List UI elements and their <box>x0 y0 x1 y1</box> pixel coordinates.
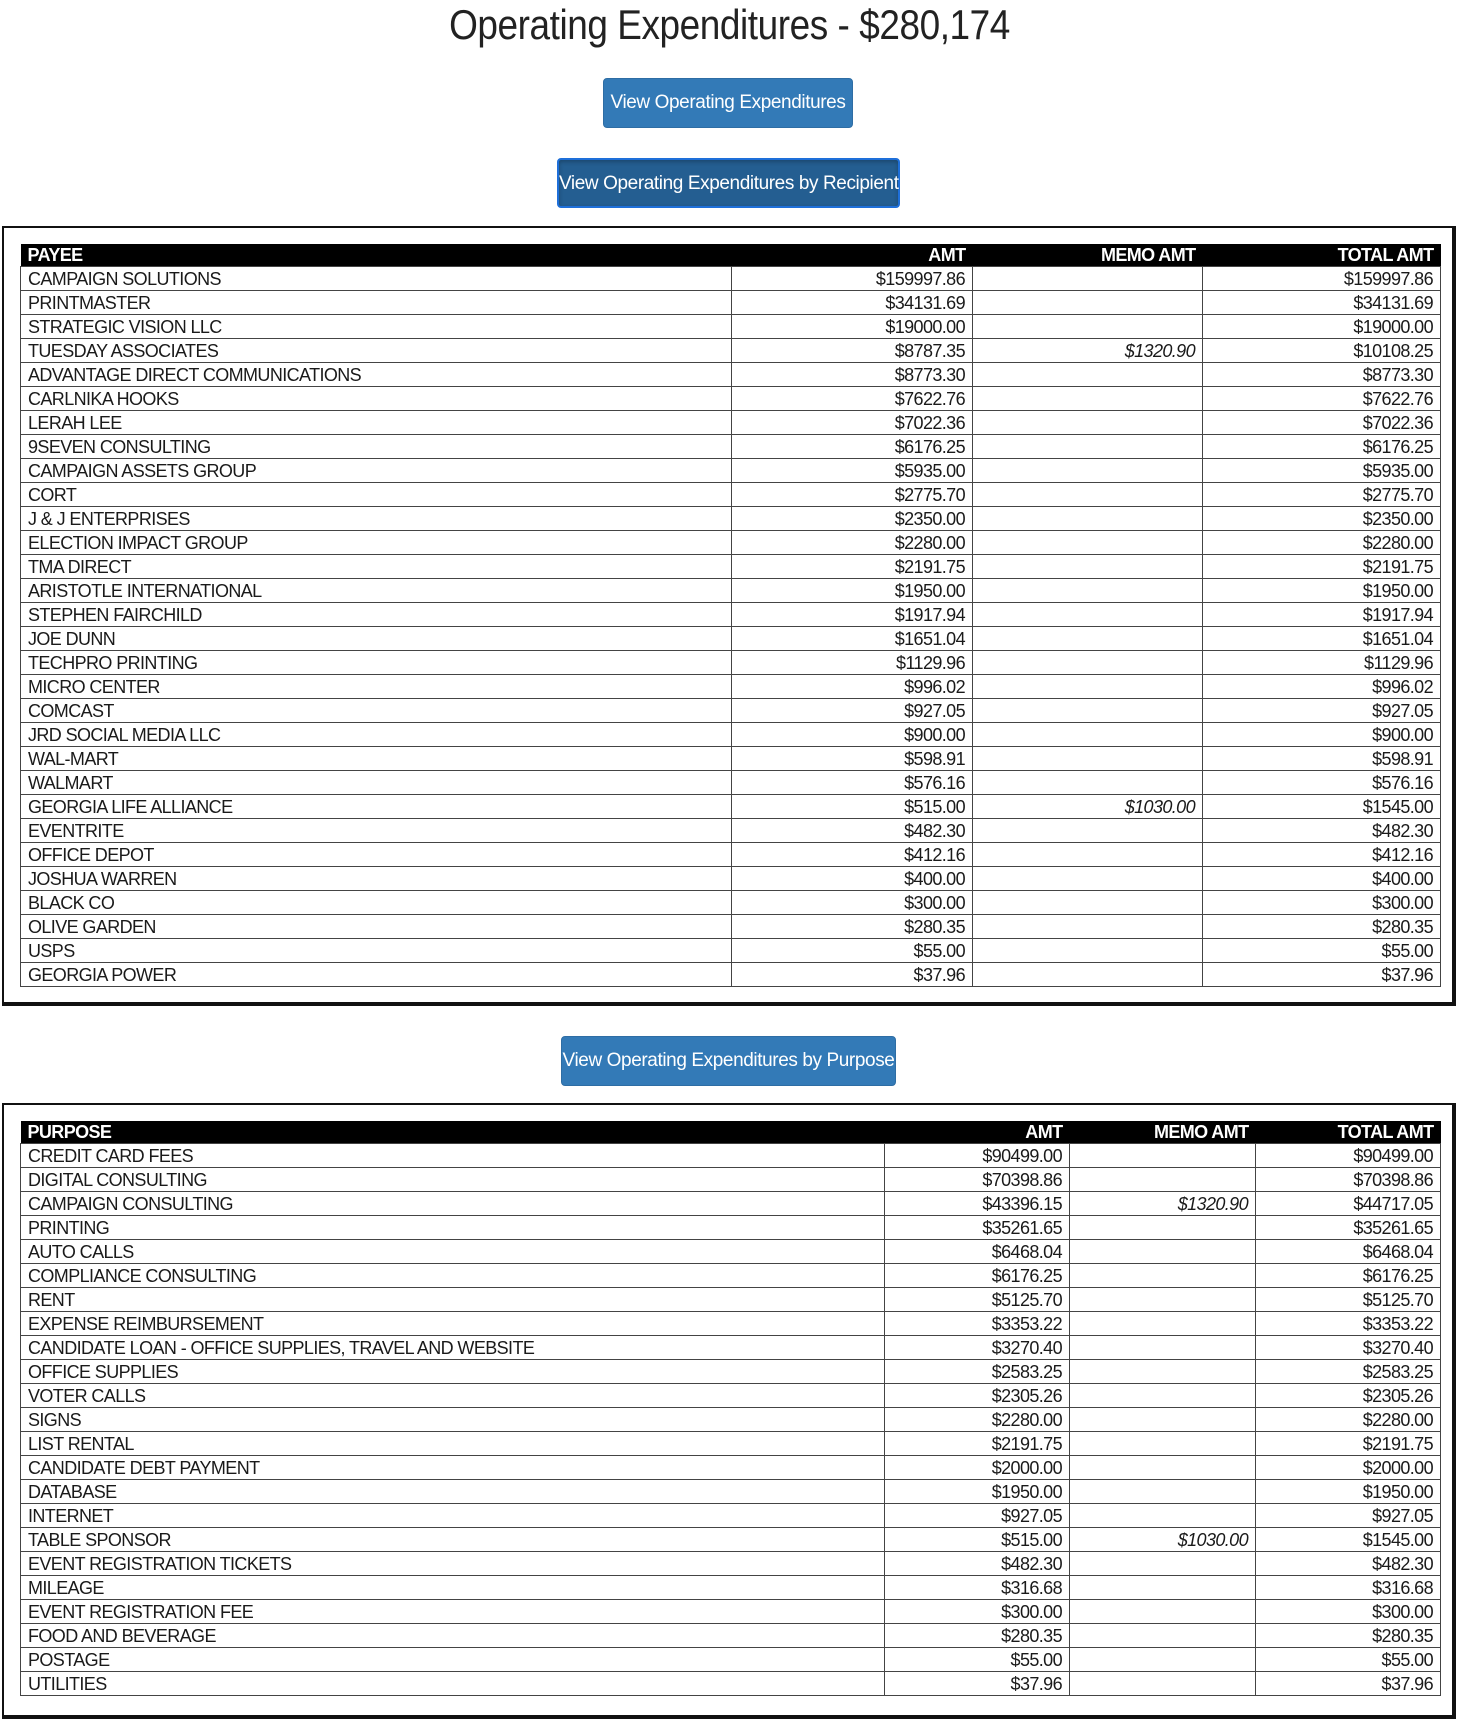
amt-cell: $515.00 <box>885 1528 1070 1552</box>
table-row <box>21 555 1441 579</box>
column-header-amt: AMT <box>732 244 973 267</box>
table-row <box>21 1312 1441 1336</box>
name-cell: COMCAST <box>21 699 732 723</box>
total-amt-cell: $1545.00 <box>1256 1528 1441 1552</box>
name-cell: LERAH LEE <box>21 411 732 435</box>
total-amt-cell: $19000.00 <box>1203 315 1441 339</box>
name-cell: OLIVE GARDEN <box>21 915 732 939</box>
name-cell: CANDIDATE LOAN - OFFICE SUPPLIES, TRAVEL AND WEBSITE <box>21 1336 885 1360</box>
table-row <box>21 1168 1441 1192</box>
name-cell: WALMART <box>21 771 732 795</box>
name-cell: J & J ENTERPRISES <box>21 507 732 531</box>
table-row <box>21 411 1441 435</box>
total-amt-cell: $35261.65 <box>1256 1216 1441 1240</box>
table-row <box>21 1240 1441 1264</box>
name-cell: USPS <box>21 939 732 963</box>
amt-cell: $2775.70 <box>732 483 973 507</box>
purpose-table <box>20 1121 1441 1696</box>
total-amt-cell: $316.68 <box>1256 1576 1441 1600</box>
table-row <box>21 603 1441 627</box>
memo-amt-cell <box>973 747 1203 771</box>
name-cell: STEPHEN FAIRCHILD <box>21 603 732 627</box>
table-row <box>21 963 1441 987</box>
total-amt-cell: $1950.00 <box>1256 1480 1441 1504</box>
name-cell: GEORGIA LIFE ALLIANCE <box>21 795 732 819</box>
name-cell: JRD SOCIAL MEDIA LLC <box>21 723 732 747</box>
name-cell: EVENT REGISTRATION FEE <box>21 1600 885 1624</box>
amt-cell: $34131.69 <box>732 291 973 315</box>
total-amt-cell: $7022.36 <box>1203 411 1441 435</box>
memo-amt-cell <box>1070 1288 1256 1312</box>
amt-cell: $1950.00 <box>885 1480 1070 1504</box>
memo-amt-cell <box>1070 1552 1256 1576</box>
column-header-amt: AMT <box>885 1121 1070 1144</box>
total-amt-cell: $482.30 <box>1203 819 1441 843</box>
total-amt-cell: $2280.00 <box>1256 1408 1441 1432</box>
total-amt-cell: $55.00 <box>1256 1648 1441 1672</box>
amt-cell: $515.00 <box>732 795 973 819</box>
table-row <box>21 339 1441 363</box>
table-row <box>21 1144 1441 1168</box>
amt-cell: $482.30 <box>885 1552 1070 1576</box>
page-title: Operating Expenditures - $280,174 <box>449 1 1010 48</box>
total-amt-cell: $2280.00 <box>1203 531 1441 555</box>
memo-amt-cell <box>973 459 1203 483</box>
amt-cell: $927.05 <box>732 699 973 723</box>
amt-cell: $6176.25 <box>885 1264 1070 1288</box>
memo-amt-cell <box>1070 1624 1256 1648</box>
column-header-memo-amt: MEMO AMT <box>1070 1121 1256 1144</box>
name-cell: PRINTMASTER <box>21 291 732 315</box>
name-cell: 9SEVEN CONSULTING <box>21 435 732 459</box>
amt-cell: $280.35 <box>732 915 973 939</box>
memo-amt-cell <box>973 675 1203 699</box>
total-amt-cell: $2350.00 <box>1203 507 1441 531</box>
table-header-row <box>21 244 1441 267</box>
memo-amt-cell <box>973 651 1203 675</box>
table-row <box>21 1336 1441 1360</box>
table-row <box>21 291 1441 315</box>
recipient-table <box>20 244 1441 987</box>
table-row <box>21 387 1441 411</box>
table-row <box>21 1624 1441 1648</box>
view-by-recipient-button[interactable]: View Operating Expenditures by Recipient <box>557 158 900 208</box>
name-cell: LIST RENTAL <box>21 1432 885 1456</box>
amt-cell: $43396.15 <box>885 1192 1070 1216</box>
name-cell: DIGITAL CONSULTING <box>21 1168 885 1192</box>
total-amt-cell: $412.16 <box>1203 843 1441 867</box>
table-row <box>21 771 1441 795</box>
amt-cell: $5125.70 <box>885 1288 1070 1312</box>
amt-cell: $19000.00 <box>732 315 973 339</box>
total-amt-cell: $482.30 <box>1256 1552 1441 1576</box>
name-cell: OFFICE DEPOT <box>21 843 732 867</box>
memo-amt-cell <box>973 819 1203 843</box>
name-cell: WAL-MART <box>21 747 732 771</box>
memo-amt-cell <box>1070 1576 1256 1600</box>
memo-amt-cell <box>1070 1336 1256 1360</box>
memo-amt-cell <box>1070 1216 1256 1240</box>
purpose-table-panel <box>2 1103 1456 1719</box>
table-row <box>21 315 1441 339</box>
amt-cell: $996.02 <box>732 675 973 699</box>
table-row <box>21 891 1441 915</box>
total-amt-cell: $3270.40 <box>1256 1336 1441 1360</box>
memo-amt-cell <box>1070 1144 1256 1168</box>
total-amt-cell: $5935.00 <box>1203 459 1441 483</box>
total-amt-cell: $1950.00 <box>1203 579 1441 603</box>
amt-cell: $70398.86 <box>885 1168 1070 1192</box>
table-row <box>21 1264 1441 1288</box>
total-amt-cell: $1545.00 <box>1203 795 1441 819</box>
name-cell: EXPENSE REIMBURSEMENT <box>21 1312 885 1336</box>
column-header-purpose: PURPOSE <box>21 1121 885 1144</box>
memo-amt-cell <box>1070 1168 1256 1192</box>
table-row <box>21 1672 1441 1696</box>
table-row <box>21 1216 1441 1240</box>
amt-cell: $7022.36 <box>732 411 973 435</box>
name-cell: DATABASE <box>21 1480 885 1504</box>
memo-amt-cell <box>973 843 1203 867</box>
name-cell: CAMPAIGN CONSULTING <box>21 1192 885 1216</box>
name-cell: CORT <box>21 483 732 507</box>
memo-amt-cell <box>973 963 1203 987</box>
table-row <box>21 843 1441 867</box>
name-cell: ELECTION IMPACT GROUP <box>21 531 732 555</box>
total-amt-cell: $2775.70 <box>1203 483 1441 507</box>
name-cell: TABLE SPONSOR <box>21 1528 885 1552</box>
total-amt-cell: $70398.86 <box>1256 1168 1441 1192</box>
amt-cell: $598.91 <box>732 747 973 771</box>
table-row <box>21 1288 1441 1312</box>
amt-cell: $35261.65 <box>885 1216 1070 1240</box>
name-cell: ADVANTAGE DIRECT COMMUNICATIONS <box>21 363 732 387</box>
table-row <box>21 579 1441 603</box>
name-cell: TECHPRO PRINTING <box>21 651 732 675</box>
memo-amt-cell <box>1070 1600 1256 1624</box>
amt-cell: $2191.75 <box>732 555 973 579</box>
table-row <box>21 1432 1441 1456</box>
total-amt-cell: $300.00 <box>1203 891 1441 915</box>
memo-amt-cell <box>973 507 1203 531</box>
total-amt-cell: $8773.30 <box>1203 363 1441 387</box>
amt-cell: $37.96 <box>885 1672 1070 1696</box>
name-cell: MICRO CENTER <box>21 675 732 699</box>
memo-amt-cell <box>1070 1264 1256 1288</box>
total-amt-cell: $2191.75 <box>1203 555 1441 579</box>
table-row <box>21 435 1441 459</box>
table-row <box>21 267 1441 291</box>
amt-cell: $316.68 <box>885 1576 1070 1600</box>
amt-cell: $280.35 <box>885 1624 1070 1648</box>
total-amt-cell: $280.35 <box>1256 1624 1441 1648</box>
table-row <box>21 363 1441 387</box>
memo-amt-cell <box>1070 1240 1256 1264</box>
amt-cell: $6176.25 <box>732 435 973 459</box>
memo-amt-cell <box>973 315 1203 339</box>
total-amt-cell: $6176.25 <box>1256 1264 1441 1288</box>
memo-amt-cell <box>973 603 1203 627</box>
memo-amt-cell <box>1070 1360 1256 1384</box>
memo-amt-cell <box>973 579 1203 603</box>
name-cell: TMA DIRECT <box>21 555 732 579</box>
total-amt-cell: $2000.00 <box>1256 1456 1441 1480</box>
amt-cell: $1950.00 <box>732 579 973 603</box>
amt-cell: $576.16 <box>732 771 973 795</box>
table-row <box>21 699 1441 723</box>
table-row <box>21 723 1441 747</box>
total-amt-cell: $927.05 <box>1203 699 1441 723</box>
memo-amt-cell <box>973 915 1203 939</box>
amt-cell: $2280.00 <box>885 1408 1070 1432</box>
amt-cell: $1129.96 <box>732 651 973 675</box>
name-cell: RENT <box>21 1288 885 1312</box>
total-amt-cell: $280.35 <box>1203 915 1441 939</box>
amt-cell: $7622.76 <box>732 387 973 411</box>
memo-amt-cell <box>973 627 1203 651</box>
total-amt-cell: $576.16 <box>1203 771 1441 795</box>
memo-amt-cell: $1320.90 <box>973 339 1203 363</box>
name-cell: CARLNIKA HOOKS <box>21 387 732 411</box>
column-header-total-amt: TOTAL AMT <box>1203 244 1441 267</box>
total-amt-cell: $10108.25 <box>1203 339 1441 363</box>
amt-cell: $1651.04 <box>732 627 973 651</box>
table-row <box>21 1648 1441 1672</box>
memo-amt-cell <box>973 699 1203 723</box>
total-amt-cell: $400.00 <box>1203 867 1441 891</box>
total-amt-cell: $90499.00 <box>1256 1144 1441 1168</box>
amt-cell: $1917.94 <box>732 603 973 627</box>
amt-cell: $2191.75 <box>885 1432 1070 1456</box>
memo-amt-cell <box>1070 1408 1256 1432</box>
name-cell: CAMPAIGN SOLUTIONS <box>21 267 732 291</box>
table-row <box>21 1360 1441 1384</box>
total-amt-cell: $6176.25 <box>1203 435 1441 459</box>
total-amt-cell: $34131.69 <box>1203 291 1441 315</box>
table-row <box>21 1480 1441 1504</box>
name-cell: CAMPAIGN ASSETS GROUP <box>21 459 732 483</box>
amt-cell: $2000.00 <box>885 1456 1070 1480</box>
memo-amt-cell <box>973 771 1203 795</box>
name-cell: UTILITIES <box>21 1672 885 1696</box>
amt-cell: $900.00 <box>732 723 973 747</box>
memo-amt-cell: $1030.00 <box>1070 1528 1256 1552</box>
table-row <box>21 627 1441 651</box>
memo-amt-cell <box>973 435 1203 459</box>
recipient-table-panel <box>2 226 1456 1006</box>
total-amt-cell: $2191.75 <box>1256 1432 1441 1456</box>
amt-cell: $2350.00 <box>732 507 973 531</box>
name-cell: BLACK CO <box>21 891 732 915</box>
name-cell: JOE DUNN <box>21 627 732 651</box>
view-operating-expenditures-button[interactable]: View Operating Expenditures <box>603 78 853 128</box>
total-amt-cell: $598.91 <box>1203 747 1441 771</box>
table-row <box>21 483 1441 507</box>
table-row <box>21 675 1441 699</box>
name-cell: TUESDAY ASSOCIATES <box>21 339 732 363</box>
name-cell: OFFICE SUPPLIES <box>21 1360 885 1384</box>
amt-cell: $8787.35 <box>732 339 973 363</box>
table-row <box>21 867 1441 891</box>
amt-cell: $55.00 <box>732 939 973 963</box>
total-amt-cell: $5125.70 <box>1256 1288 1441 1312</box>
total-amt-cell: $2583.25 <box>1256 1360 1441 1384</box>
name-cell: CREDIT CARD FEES <box>21 1144 885 1168</box>
total-amt-cell: $1917.94 <box>1203 603 1441 627</box>
amt-cell: $8773.30 <box>732 363 973 387</box>
table-header-row <box>21 1121 1441 1144</box>
name-cell: FOOD AND BEVERAGE <box>21 1624 885 1648</box>
column-header-payee: PAYEE <box>21 244 732 267</box>
table-row <box>21 1528 1441 1552</box>
amt-cell: $482.30 <box>732 819 973 843</box>
name-cell: JOSHUA WARREN <box>21 867 732 891</box>
table-row <box>21 459 1441 483</box>
memo-amt-cell <box>973 267 1203 291</box>
total-amt-cell: $927.05 <box>1256 1504 1441 1528</box>
table-row <box>21 1552 1441 1576</box>
name-cell: GEORGIA POWER <box>21 963 732 987</box>
column-header-total-amt: TOTAL AMT <box>1256 1121 1441 1144</box>
memo-amt-cell <box>1070 1456 1256 1480</box>
memo-amt-cell <box>973 411 1203 435</box>
table-row <box>21 819 1441 843</box>
memo-amt-cell: $1320.90 <box>1070 1192 1256 1216</box>
total-amt-cell: $37.96 <box>1256 1672 1441 1696</box>
memo-amt-cell <box>973 387 1203 411</box>
total-amt-cell: $55.00 <box>1203 939 1441 963</box>
memo-amt-cell <box>973 867 1203 891</box>
memo-amt-cell <box>1070 1672 1256 1696</box>
amt-cell: $2305.26 <box>885 1384 1070 1408</box>
memo-amt-cell <box>1070 1432 1256 1456</box>
amt-cell: $37.96 <box>732 963 973 987</box>
total-amt-cell: $37.96 <box>1203 963 1441 987</box>
memo-amt-cell <box>1070 1312 1256 1336</box>
amt-cell: $2280.00 <box>732 531 973 555</box>
total-amt-cell: $7622.76 <box>1203 387 1441 411</box>
table-row <box>21 747 1441 771</box>
total-amt-cell: $2305.26 <box>1256 1384 1441 1408</box>
table-row <box>21 1408 1441 1432</box>
total-amt-cell: $900.00 <box>1203 723 1441 747</box>
amt-cell: $6468.04 <box>885 1240 1070 1264</box>
table-row <box>21 1576 1441 1600</box>
amt-cell: $300.00 <box>732 891 973 915</box>
name-cell: SIGNS <box>21 1408 885 1432</box>
total-amt-cell: $996.02 <box>1203 675 1441 699</box>
table-row <box>21 1600 1441 1624</box>
memo-amt-cell <box>1070 1480 1256 1504</box>
name-cell: STRATEGIC VISION LLC <box>21 315 732 339</box>
amt-cell: $3270.40 <box>885 1336 1070 1360</box>
memo-amt-cell <box>1070 1648 1256 1672</box>
memo-amt-cell <box>973 531 1203 555</box>
name-cell: VOTER CALLS <box>21 1384 885 1408</box>
name-cell: EVENTRITE <box>21 819 732 843</box>
total-amt-cell: $1651.04 <box>1203 627 1441 651</box>
name-cell: COMPLIANCE CONSULTING <box>21 1264 885 1288</box>
table-row <box>21 1456 1441 1480</box>
name-cell: EVENT REGISTRATION TICKETS <box>21 1552 885 1576</box>
total-amt-cell: $300.00 <box>1256 1600 1441 1624</box>
amt-cell: $412.16 <box>732 843 973 867</box>
table-row <box>21 915 1441 939</box>
amt-cell: $90499.00 <box>885 1144 1070 1168</box>
memo-amt-cell <box>973 291 1203 315</box>
name-cell: ARISTOTLE INTERNATIONAL <box>21 579 732 603</box>
total-amt-cell: $1129.96 <box>1203 651 1441 675</box>
memo-amt-cell <box>973 939 1203 963</box>
memo-amt-cell <box>1070 1504 1256 1528</box>
amt-cell: $400.00 <box>732 867 973 891</box>
view-by-purpose-button[interactable]: View Operating Expenditures by Purpose <box>561 1036 896 1086</box>
amt-cell: $2583.25 <box>885 1360 1070 1384</box>
memo-amt-cell <box>1070 1384 1256 1408</box>
name-cell: MILEAGE <box>21 1576 885 1600</box>
table-row <box>21 531 1441 555</box>
memo-amt-cell: $1030.00 <box>973 795 1203 819</box>
table-row <box>21 651 1441 675</box>
table-row <box>21 1384 1441 1408</box>
table-row <box>21 795 1441 819</box>
amt-cell: $300.00 <box>885 1600 1070 1624</box>
total-amt-cell: $159997.86 <box>1203 267 1441 291</box>
memo-amt-cell <box>973 891 1203 915</box>
amt-cell: $5935.00 <box>732 459 973 483</box>
amt-cell: $55.00 <box>885 1648 1070 1672</box>
total-amt-cell: $3353.22 <box>1256 1312 1441 1336</box>
table-row <box>21 1504 1441 1528</box>
memo-amt-cell <box>973 555 1203 579</box>
table-row <box>21 1192 1441 1216</box>
table-row <box>21 507 1441 531</box>
column-header-memo-amt: MEMO AMT <box>973 244 1203 267</box>
memo-amt-cell <box>973 483 1203 507</box>
memo-amt-cell <box>973 723 1203 747</box>
table-row <box>21 939 1441 963</box>
memo-amt-cell <box>973 363 1203 387</box>
amt-cell: $3353.22 <box>885 1312 1070 1336</box>
amt-cell: $159997.86 <box>732 267 973 291</box>
total-amt-cell: $44717.05 <box>1256 1192 1441 1216</box>
name-cell: CANDIDATE DEBT PAYMENT <box>21 1456 885 1480</box>
amt-cell: $927.05 <box>885 1504 1070 1528</box>
name-cell: INTERNET <box>21 1504 885 1528</box>
name-cell: AUTO CALLS <box>21 1240 885 1264</box>
name-cell: PRINTING <box>21 1216 885 1240</box>
name-cell: POSTAGE <box>21 1648 885 1672</box>
total-amt-cell: $6468.04 <box>1256 1240 1441 1264</box>
